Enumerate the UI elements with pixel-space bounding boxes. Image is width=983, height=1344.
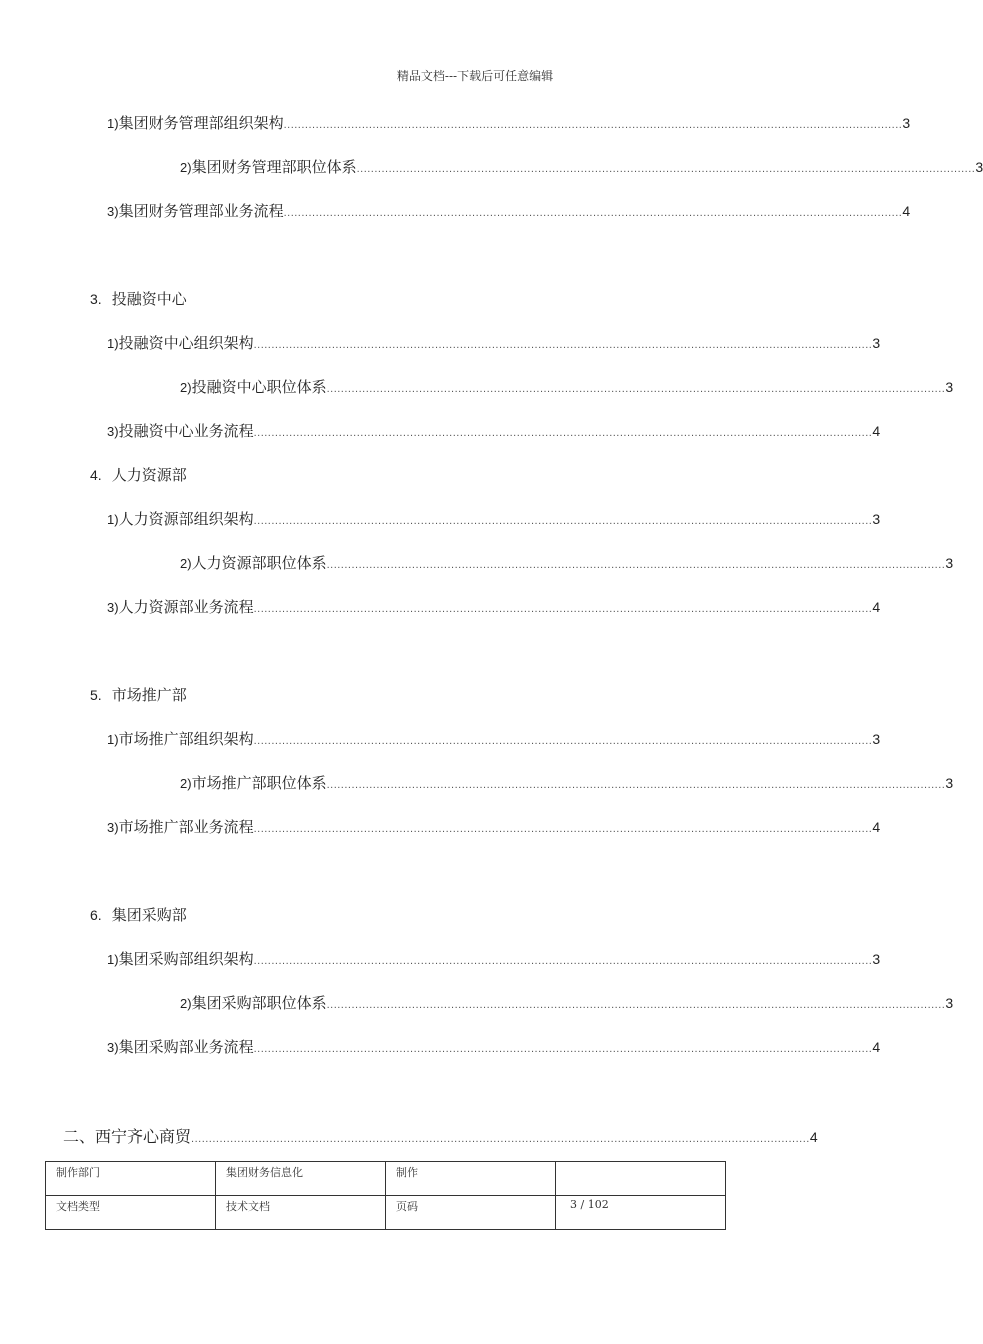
toc-section-heading[interactable] <box>90 464 187 485</box>
toc-section-heading[interactable] <box>90 684 187 705</box>
toc-leader-dots: .............................................................................................................................................................................. <box>356 163 976 175</box>
toc-entry-title: 市场推广部职位体系 <box>191 774 327 792</box>
toc-entry-number: 1) <box>107 336 119 351</box>
toc-entry-number: 3) <box>107 424 119 439</box>
toc-leader-dots: .............................................................................................................................................................................. <box>253 1043 873 1055</box>
toc-chapter-number: 二、 <box>63 1127 96 1146</box>
table-cell: 制作部门 <box>46 1162 216 1196</box>
toc-leader-dots: .............................................................................................................................................................................. <box>191 1133 810 1145</box>
toc-entry-page: 3 <box>945 995 954 1011</box>
toc-entry-page: 3 <box>975 159 983 175</box>
toc-entry-page: 4 <box>902 203 911 219</box>
toc-leader-dots: .............................................................................................................................................................................. <box>253 339 873 351</box>
toc-entry-page: 3 <box>945 379 954 395</box>
toc-entry[interactable] <box>107 816 881 838</box>
toc-entry-title: 集团财务管理部组织架构 <box>118 114 284 132</box>
toc-entry[interactable] <box>107 508 881 530</box>
toc-entry-title: 人力资源部职位体系 <box>191 554 327 572</box>
toc-entry-number: 3) <box>107 1040 119 1055</box>
toc-entry-number: 1) <box>107 732 119 747</box>
toc-entry-number: 2) <box>180 160 192 175</box>
toc-entry-number: 2) <box>180 380 192 395</box>
toc-section-number: 6. <box>90 907 102 923</box>
toc-entry-title: 市场推广部组织架构 <box>118 730 254 748</box>
toc-entry-page: 3 <box>872 335 881 351</box>
toc-leader-dots: .............................................................................................................................................................................. <box>326 383 946 395</box>
toc-section-heading[interactable] <box>90 904 187 925</box>
toc-leader-dots: .............................................................................................................................................................................. <box>253 515 873 527</box>
toc-leader-dots: .............................................................................................................................................................................. <box>326 559 946 571</box>
toc-entry[interactable] <box>107 332 881 354</box>
table-cell: 技术文档 <box>216 1196 386 1230</box>
toc-entry-title: 人力资源部组织架构 <box>118 510 254 528</box>
toc-entry-title: 市场推广部业务流程 <box>118 818 254 836</box>
page-header-note: 精品文档---下载后可任意编辑 <box>396 69 554 83</box>
toc-leader-dots: .............................................................................................................................................................................. <box>253 603 873 615</box>
table-row <box>46 1196 726 1230</box>
toc-entry[interactable] <box>107 112 911 134</box>
toc-leader-dots: .............................................................................................................................................................................. <box>326 779 946 791</box>
table-cell: 制作 <box>386 1162 556 1196</box>
table-row <box>46 1162 726 1196</box>
toc-entry-number: 3) <box>107 820 119 835</box>
toc-entry[interactable] <box>180 772 954 794</box>
toc-entry-title: 集团财务管理部职位体系 <box>191 158 357 176</box>
toc-section-title: 市场推广部 <box>111 686 187 704</box>
toc-entry-number: 1) <box>107 116 119 131</box>
toc-entry[interactable] <box>180 376 954 398</box>
toc-entry-page: 3 <box>872 951 881 967</box>
toc-entry-page: 4 <box>872 819 881 835</box>
toc-entry-page: 3 <box>945 555 954 571</box>
toc-section-title: 投融资中心 <box>111 290 187 308</box>
toc-entry-number: 3) <box>107 204 119 219</box>
toc-entry-number: 1) <box>107 952 119 967</box>
toc-leader-dots: .............................................................................................................................................................................. <box>253 823 873 835</box>
toc-section-number: 5. <box>90 687 102 703</box>
toc-entry-page: 3 <box>872 731 881 747</box>
toc-entry[interactable] <box>107 948 881 970</box>
toc-chapter-title: 西宁齐心商贸 <box>95 1127 192 1146</box>
toc-entry[interactable] <box>107 728 881 750</box>
toc-entry-page: 4 <box>872 599 881 615</box>
toc-leader-dots: .............................................................................................................................................................................. <box>253 955 873 967</box>
toc-chapter-page: 4 <box>809 1129 818 1145</box>
toc-entry[interactable] <box>180 156 983 178</box>
toc-section-title: 集团采购部 <box>111 906 187 924</box>
table-cell: 页码 <box>386 1196 556 1230</box>
toc-entry-number: 2) <box>180 996 192 1011</box>
toc-leader-dots: .............................................................................................................................................................................. <box>253 735 873 747</box>
toc-entry-page: 4 <box>872 423 881 439</box>
toc-entry-page: 3 <box>872 511 881 527</box>
toc-entry[interactable] <box>107 200 911 222</box>
toc-entry[interactable] <box>107 420 881 442</box>
toc-leader-dots: .............................................................................................................................................................................. <box>253 427 873 439</box>
toc-entry-title: 集团采购部业务流程 <box>118 1038 254 1056</box>
toc-entry[interactable] <box>180 552 954 574</box>
toc-leader-dots: .............................................................................................................................................................................. <box>283 119 903 131</box>
toc-entry-title: 集团采购部组织架构 <box>118 950 254 968</box>
toc-leader-dots: .............................................................................................................................................................................. <box>326 999 946 1011</box>
toc-entry-title: 投融资中心职位体系 <box>191 378 327 396</box>
toc-entry-number: 3) <box>107 600 119 615</box>
toc-entry-number: 2) <box>180 556 192 571</box>
toc-chapter-entry[interactable] <box>63 1124 818 1146</box>
toc-section-heading[interactable] <box>90 288 187 309</box>
toc-entry-title: 投融资中心组织架构 <box>118 334 254 352</box>
toc-entry-title: 人力资源部业务流程 <box>118 598 254 616</box>
toc-entry-page: 3 <box>902 115 911 131</box>
toc-entry-title: 投融资中心业务流程 <box>118 422 254 440</box>
toc-section-number: 3. <box>90 291 102 307</box>
toc-entry-title: 集团采购部职位体系 <box>191 994 327 1012</box>
document-info-table <box>45 1161 726 1230</box>
toc-entry-title: 集团财务管理部业务流程 <box>118 202 284 220</box>
toc-section-title: 人力资源部 <box>111 466 187 484</box>
page-counter: 3 / 102 <box>556 1196 726 1230</box>
toc-entry-page: 4 <box>872 1039 881 1055</box>
toc-entry[interactable] <box>107 596 881 618</box>
toc-leader-dots: .............................................................................................................................................................................. <box>283 207 903 219</box>
toc-entry[interactable] <box>180 992 954 1014</box>
toc-entry-number: 2) <box>180 776 192 791</box>
table-cell: 文档类型 <box>46 1196 216 1230</box>
toc-entry[interactable] <box>107 1036 881 1058</box>
toc-entry-number: 1) <box>107 512 119 527</box>
toc-entry-page: 3 <box>945 775 954 791</box>
toc-section-number: 4. <box>90 467 102 483</box>
table-cell <box>556 1162 726 1196</box>
table-cell: 集团财务信息化 <box>216 1162 386 1196</box>
